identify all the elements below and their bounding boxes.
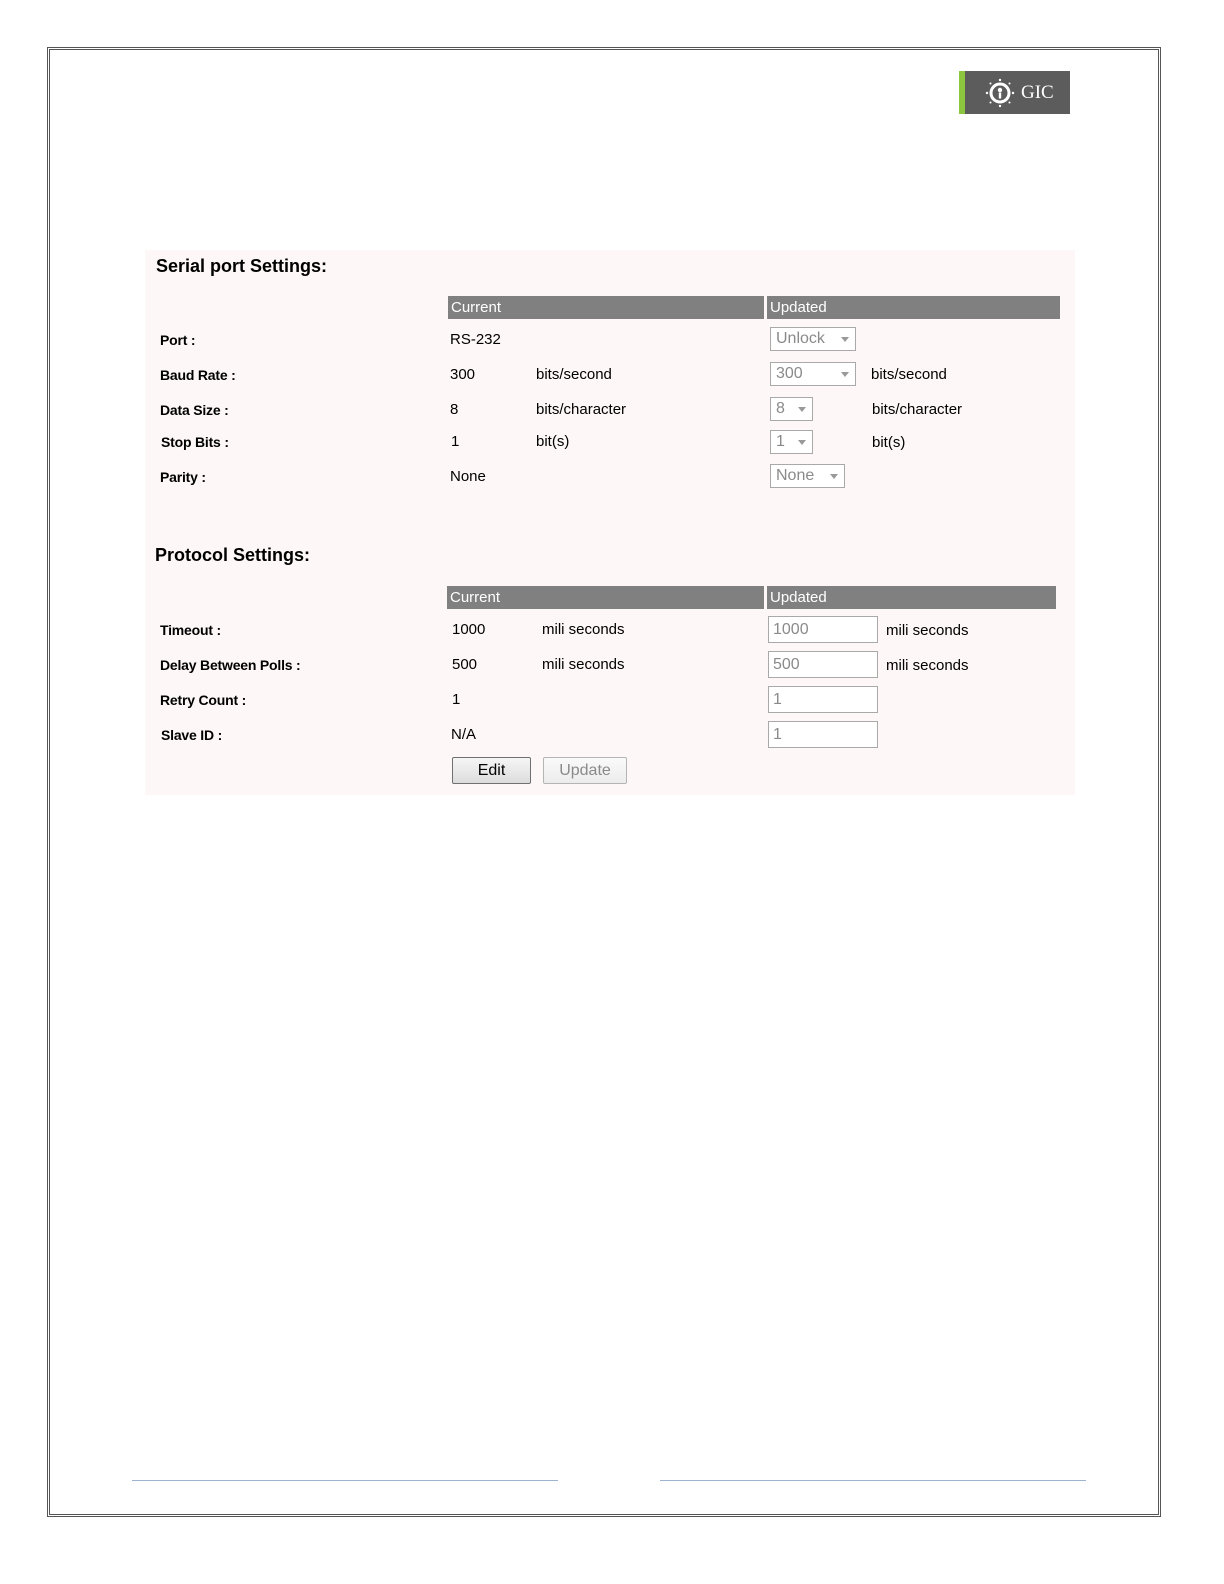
port-select-value: Unlock xyxy=(776,330,825,347)
data-size-select-value: 8 xyxy=(776,400,785,417)
logo-accent-bar xyxy=(959,71,965,114)
parity-label: Parity : xyxy=(160,469,206,485)
footer-line-right xyxy=(660,1480,1086,1481)
delay-current-unit: mili seconds xyxy=(542,656,625,673)
data-size-current-unit: bits/character xyxy=(536,401,627,418)
edit-button[interactable]: Edit xyxy=(452,757,531,784)
chevron-down-icon xyxy=(798,407,806,412)
baud-rate-updated-unit: bits/second xyxy=(871,366,947,383)
gic-logo xyxy=(959,71,1070,114)
data-size-updated-unit: bits/character xyxy=(872,401,963,418)
settings-panel xyxy=(145,250,1075,795)
chevron-down-icon xyxy=(798,440,806,445)
chevron-down-icon xyxy=(841,337,849,342)
data-size-select[interactable] xyxy=(770,397,813,421)
delay-between-polls-label: Delay Between Polls : xyxy=(160,657,301,673)
stop-bits-select-value: 1 xyxy=(776,433,785,450)
stop-bits-current-value: 1 xyxy=(451,433,460,450)
stop-bits-updated-unit: bit(s) xyxy=(872,434,906,451)
data-size-label: Data Size : xyxy=(160,402,229,418)
timeout-label: Timeout : xyxy=(160,622,221,638)
protocol-settings-title: Protocol Settings: xyxy=(155,545,311,565)
serial-updated-header: Updated xyxy=(767,296,1060,319)
slave-id-label: Slave ID : xyxy=(161,727,223,743)
timeout-input[interactable] xyxy=(768,616,878,643)
slave-id-input[interactable] xyxy=(768,721,878,748)
serial-settings-title: Serial port Settings: xyxy=(156,256,328,276)
delay-input[interactable] xyxy=(768,651,878,678)
baud-rate-select-value: 300 xyxy=(776,365,803,382)
retry-count-current-value: 1 xyxy=(452,691,461,708)
port-select[interactable] xyxy=(770,327,856,351)
retry-count-label: Retry Count : xyxy=(160,692,247,708)
update-button[interactable]: Update xyxy=(543,757,627,784)
gic-logo-icon xyxy=(985,78,1015,108)
baud-rate-current-unit: bits/second xyxy=(536,366,612,383)
stop-bits-current-unit: bit(s) xyxy=(536,433,570,450)
stop-bits-select[interactable] xyxy=(770,430,813,454)
slave-id-current-value: N/A xyxy=(451,726,477,743)
baud-rate-current-value: 300 xyxy=(450,366,476,383)
chevron-down-icon xyxy=(830,474,838,479)
protocol-updated-header: Updated xyxy=(767,586,1056,609)
footer-line-left xyxy=(132,1480,558,1481)
timeout-updated-unit: mili seconds xyxy=(886,622,969,639)
port-label: Port : xyxy=(160,332,196,348)
baud-rate-label: Baud Rate : xyxy=(160,367,236,383)
data-size-current-value: 8 xyxy=(450,401,459,418)
protocol-current-header: Current xyxy=(447,586,764,609)
logo-text: GIC xyxy=(1021,81,1054,103)
baud-rate-select[interactable] xyxy=(770,362,856,386)
stop-bits-label: Stop Bits : xyxy=(161,434,229,450)
port-current-value: RS-232 xyxy=(450,331,501,348)
delay-current-value: 500 xyxy=(452,656,478,673)
chevron-down-icon xyxy=(841,372,849,377)
parity-select-value: None xyxy=(776,467,815,484)
parity-current-value: None xyxy=(450,468,486,485)
retry-count-input[interactable] xyxy=(768,686,878,713)
timeout-current-value: 1000 xyxy=(452,621,486,638)
timeout-current-unit: mili seconds xyxy=(542,621,625,638)
serial-current-header: Current xyxy=(448,296,764,319)
delay-updated-unit: mili seconds xyxy=(886,657,969,674)
parity-select[interactable] xyxy=(770,464,845,488)
